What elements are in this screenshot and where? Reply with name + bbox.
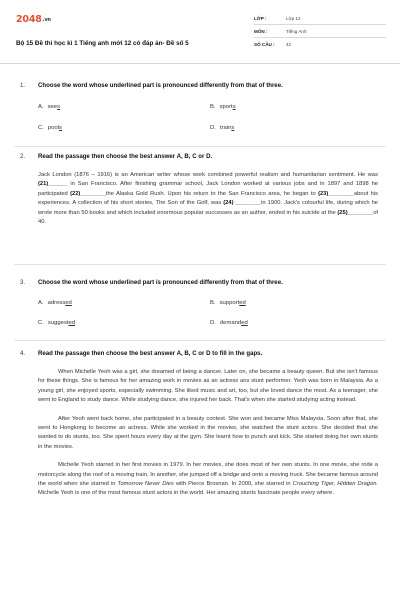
option-underlined: ed [239, 300, 246, 306]
option-text: support [219, 300, 240, 306]
option-text: train [219, 125, 232, 131]
logo-suffix: .vn [42, 17, 51, 23]
question-heading [20, 82, 380, 89]
q1-option-b[interactable] [210, 104, 236, 110]
meta-table [254, 12, 386, 50]
option-underlined: ed [68, 320, 76, 326]
option-label: B. [210, 300, 216, 306]
q1-option-a[interactable] [38, 104, 60, 110]
blank-24[interactable]: (24) ________ [223, 200, 262, 207]
question-prompt: Choose the word whose underlined part is pronounced differently from that of three. [38, 279, 283, 286]
question-number: 3. [20, 279, 26, 286]
option-label: C. [38, 125, 44, 131]
question-2 [20, 153, 380, 160]
passage-text: Jack London (1876 – 1916) is an American writer whose work combined powerful realism and humanitarian sentiment. He was [38, 172, 378, 178]
passage-text: the Alaska Gold Rush. Upon his return to the San Francisco area, he began to [105, 190, 319, 197]
passage-paragraph: After Yeoh went back home, she participated in a beauty contest. She won and became Miss Malaysia. Soon after that, she went to Hongkong to become an actress. While she worked in the movies, she watched the stunt actors. She decided that she wanted to do stunts, too. She spent hours every day at the gym. She learnt how to punch and kick. She started doing her own stunts in the movies. [38, 415, 378, 450]
passage-text: in San Francisco. After finishing grammar school, Jack London worked at various jobs and in 1897 and 1898 he participated [38, 181, 378, 197]
q3-option-b[interactable] [210, 300, 246, 306]
document-header [14, 10, 386, 62]
passage-text: about his experiences. A collection of his short stories, The Son of the Golf, was [38, 190, 378, 207]
logo-text: 2048 [16, 14, 42, 25]
option-label: A. [38, 104, 44, 110]
q2-passage [38, 171, 378, 236]
q3-option-a[interactable] [38, 300, 72, 306]
meta-row-subject [254, 25, 386, 38]
option-underlined: s [57, 104, 61, 110]
question-4 [20, 350, 380, 357]
question-prompt: Choose the word whose underlined part is pronounced differently from that of three. [38, 82, 283, 89]
option-underlined: s [59, 125, 62, 131]
question-heading [20, 350, 380, 357]
passage-text: Michelle Yeoh starred in her first movies in 1979. In her movies, she does most of her own stunts. In one movie, she rode a motorcycle along the roof of a moving train. In another, she jumped off a bridge and onto a moving truck. She became famous around the world when she starred in [38, 462, 378, 488]
passage-text: in 1900. Jack's colourful life, during which he wrote more than 50 books and which included enormous popular successes as an author, ended in his suicide at the [38, 200, 379, 216]
question-divider [14, 264, 386, 265]
option-underlined: ed [65, 300, 72, 306]
passage-text: Michelle Yeoh is one of the most famous stunt actors in the world. Her amazing stunts fascinate people every where. [38, 490, 334, 497]
option-text: suggest [47, 320, 69, 326]
question-prompt: Read the passage then choose the best answer A, B, C or D to fill in the gaps. [38, 350, 263, 357]
passage-text: with Pierce Brosnan. In 2000, she starred in [173, 481, 293, 488]
passage-paragraph [38, 171, 378, 227]
q3-option-d[interactable] [210, 320, 248, 326]
meta-key: MÔN : [254, 28, 268, 34]
option-underlined: ed [241, 320, 248, 326]
blank-23[interactable]: (23)________ [318, 190, 354, 197]
option-underlined: s [232, 104, 236, 110]
option-text: pool [47, 125, 60, 131]
movie-title: Crouching Tiger, Hidden Dragon. [292, 481, 379, 488]
question-number: 2. [20, 153, 26, 160]
blank-21[interactable]: (21)______ [38, 181, 68, 188]
movie-title: Tomorrow Never Dies [117, 481, 174, 488]
option-text: demand [219, 320, 242, 326]
meta-value: Tiếng Anh [286, 28, 307, 34]
option-text: adress [47, 300, 66, 306]
option-label: D. [210, 125, 216, 131]
q4-passage [38, 368, 378, 508]
question-divider [14, 146, 386, 147]
option-text: see [47, 104, 58, 110]
question-1 [20, 82, 380, 89]
passage-paragraph [38, 461, 378, 499]
q1-option-c[interactable] [38, 125, 62, 131]
option-underlined: s [231, 125, 235, 131]
meta-row-class [254, 12, 386, 25]
meta-row-count [254, 38, 386, 50]
meta-value: 42 [286, 41, 292, 47]
meta-key: SỐ CÂU : [254, 41, 275, 47]
option-label: D. [210, 320, 216, 326]
option-label: A. [38, 300, 44, 306]
q1-option-d[interactable] [210, 125, 234, 131]
blank-25[interactable]: (25)________ [337, 209, 374, 216]
option-label: B. [210, 104, 216, 110]
option-text: sport [219, 104, 233, 110]
question-divider [14, 340, 386, 341]
question-3 [20, 279, 380, 286]
header-divider [0, 63, 400, 64]
meta-value: Lớp 12 [286, 15, 301, 21]
document-title: Bộ 15 Đề thi học kì 1 Tiếng anh mới 12 có đáp án- Đề số 5 [16, 40, 189, 47]
question-prompt: Read the passage then choose the best answer A, B, C or D. [38, 153, 213, 160]
q3-option-c[interactable] [38, 320, 75, 326]
blank-22[interactable]: (22)________ [70, 190, 106, 197]
question-heading [20, 279, 380, 286]
question-number: 1. [20, 82, 26, 89]
passage-text: of 40. [38, 209, 378, 226]
passage-paragraph: When Michelle Yeoh was a girl, she dreamed of being a dancer. Later on, she became a beauty queen. But she isn't famous for these things. She is famous for her amazing work in movies as an actress ans stunt performer. Yeoh was born in Malaysia. As a young girl, she enjoyed sports, especially swimming. She liked music and art, too, but she loved dance the most. As a teenager, she went to England to study dance. While studying dance, she injured her back. That's when she started studying acting instead. [38, 369, 378, 404]
question-heading [20, 153, 380, 160]
option-label: C. [38, 320, 44, 326]
question-number: 4. [20, 350, 26, 357]
site-logo[interactable] [16, 14, 51, 25]
meta-key: LỚP : [254, 15, 267, 21]
